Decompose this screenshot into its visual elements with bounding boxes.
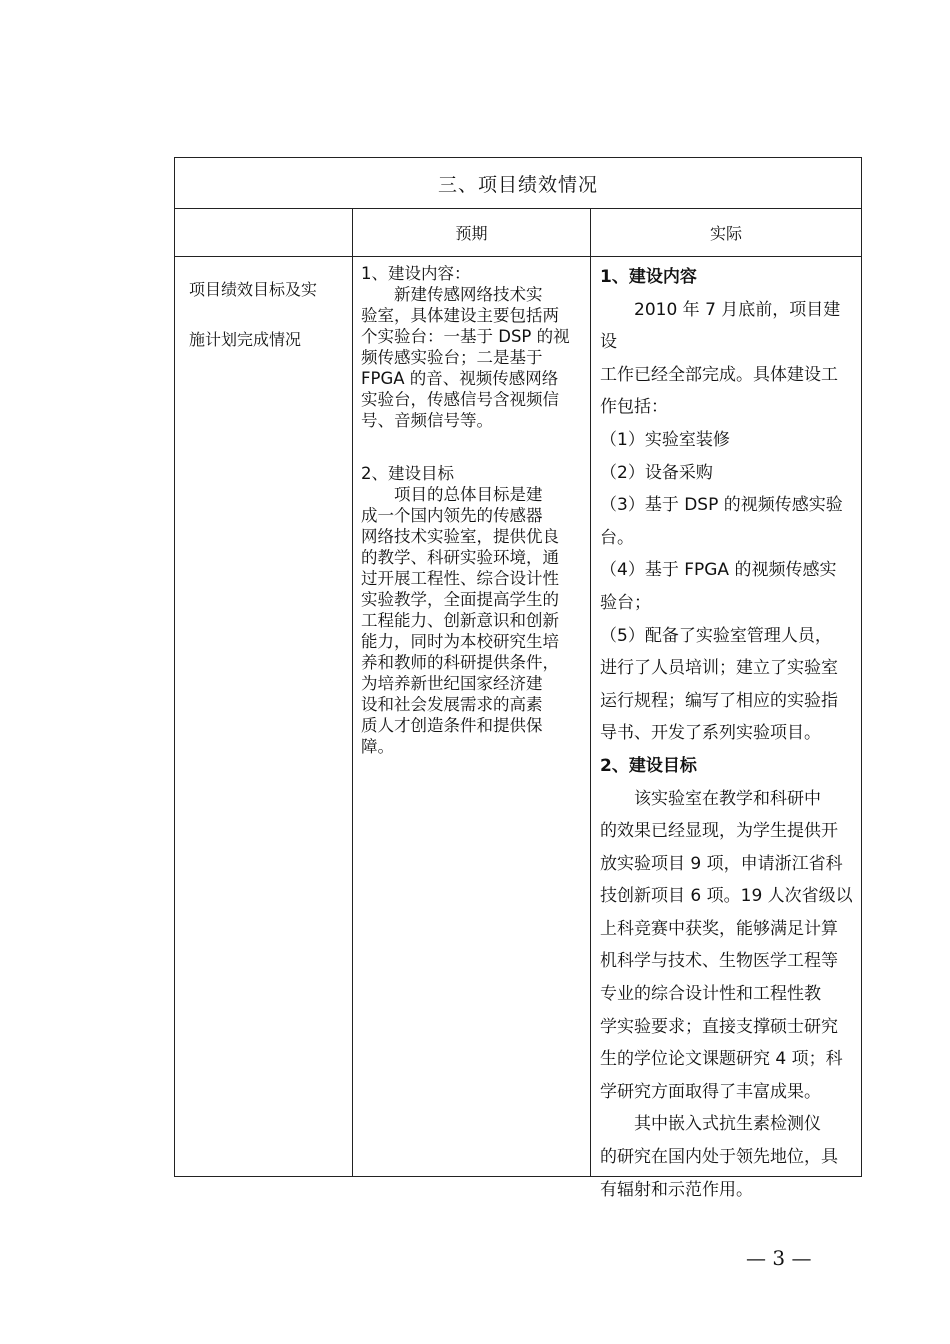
expected-line: 工程能力、创新意识和创新 xyxy=(361,611,559,630)
actual-line: （4）基于 FPGA 的视频传感实 xyxy=(600,560,837,581)
header-empty xyxy=(175,209,352,256)
row-label-line: 施计划完成情况 xyxy=(189,330,302,349)
table-title: 三、项目绩效情况 xyxy=(175,158,861,209)
actual-line: （5）配备了实验室管理人员， xyxy=(600,625,832,646)
actual-line: 学实验要求；直接支撑硕士研究 xyxy=(600,1016,838,1037)
actual-line: 的效果已经显现，为学生提供开 xyxy=(600,821,838,842)
actual-line: 生的学位论文课题研究 4 项；科 xyxy=(600,1049,843,1070)
actual-cell xyxy=(591,257,861,1206)
expected-line: 养和教师的科研提供条件， xyxy=(361,653,559,672)
header-expected: 预期 xyxy=(455,224,488,243)
expected-line: 设和社会发展需求的高素 xyxy=(361,695,543,714)
expected-cell xyxy=(353,257,590,757)
row-label-line: 项目绩效目标及实 xyxy=(189,280,318,299)
actual-section1-title: 1、建设内容 xyxy=(600,267,697,287)
expected-line: 的教学、科研实验环境，通 xyxy=(361,548,559,567)
actual-section2-title: 2、建设目标 xyxy=(600,755,697,776)
actual-line: 有辐射和示范作用。 xyxy=(600,1179,753,1200)
actual-line: 作包括： xyxy=(600,397,668,418)
actual-line: 进行了人员培训；建立了实验室 xyxy=(600,658,838,679)
actual-line: 放实验项目 9 项，申请浙江省科 xyxy=(600,853,843,874)
expected-line: 障。 xyxy=(361,737,394,756)
expected-line: 为培养新世纪国家经济建 xyxy=(361,674,543,693)
row-label xyxy=(175,257,352,365)
expected-line: 号、音频信号等。 xyxy=(361,411,493,430)
page-number: — 3 — xyxy=(746,1246,812,1270)
actual-line: 专业的综合设计性和工程性教 xyxy=(600,984,821,1005)
expected-line: FPGA 的音、视频传感网络 xyxy=(361,369,559,388)
actual-line: （1）实验室装修 xyxy=(600,429,730,450)
expected-line: 能力，同时为本校研究生培 xyxy=(361,632,559,651)
actual-line: 导书、开发了系列实验项目。 xyxy=(600,723,821,744)
actual-line: 该实验室在教学和科研中 xyxy=(634,788,821,809)
expected-item1-title: 1、建设内容： xyxy=(361,264,471,283)
actual-line: 机科学与技术、生物医学工程等 xyxy=(600,951,838,972)
actual-line: （3）基于 DSP 的视频传感实验 xyxy=(600,495,843,516)
expected-line: 成一个国内领先的传感器 xyxy=(361,506,543,525)
actual-line: 台。 xyxy=(600,527,634,548)
expected-line: 实验台，传感信号含视频信 xyxy=(361,390,559,409)
expected-line: 新建传感网络技术实 xyxy=(394,285,543,304)
expected-line: 项目的总体目标是建 xyxy=(394,485,543,504)
actual-line: 技创新项目 6 项。19 人次省级以 xyxy=(600,886,853,907)
actual-line: 的研究在国内处于领先地位，具 xyxy=(600,1147,838,1168)
expected-line: 过开展工程性、综合设计性 xyxy=(361,569,559,588)
actual-line: （2）设备采购 xyxy=(600,462,713,483)
expected-item2-title: 2、建设目标 xyxy=(361,464,454,483)
actual-line: 运行规程；编写了相应的实验指 xyxy=(600,690,838,711)
actual-line: 2010 年 7 月底前，项目建设 xyxy=(600,299,841,353)
performance-table xyxy=(174,157,862,1200)
actual-line: 验台； xyxy=(600,592,651,613)
expected-line: 频传感实验台；二是基于 xyxy=(361,348,543,367)
expected-line: 验室，具体建设主要包括两 xyxy=(361,306,559,325)
expected-line: 质人才创造条件和提供保 xyxy=(361,716,543,735)
expected-line: 个实验台：一基于 DSP 的视 xyxy=(361,327,570,346)
expected-line: 实验教学，全面提高学生的 xyxy=(361,590,559,609)
actual-line: 学研究方面取得了丰富成果。 xyxy=(600,1081,821,1102)
header-actual: 实际 xyxy=(709,224,742,243)
actual-line: 上科竞赛中获奖，能够满足计算 xyxy=(600,918,838,939)
actual-line: 工作已经全部完成。具体建设工 xyxy=(600,364,838,385)
expected-line: 网络技术实验室，提供优良 xyxy=(361,527,559,546)
actual-line: 其中嵌入式抗生素检测仪 xyxy=(634,1114,821,1135)
